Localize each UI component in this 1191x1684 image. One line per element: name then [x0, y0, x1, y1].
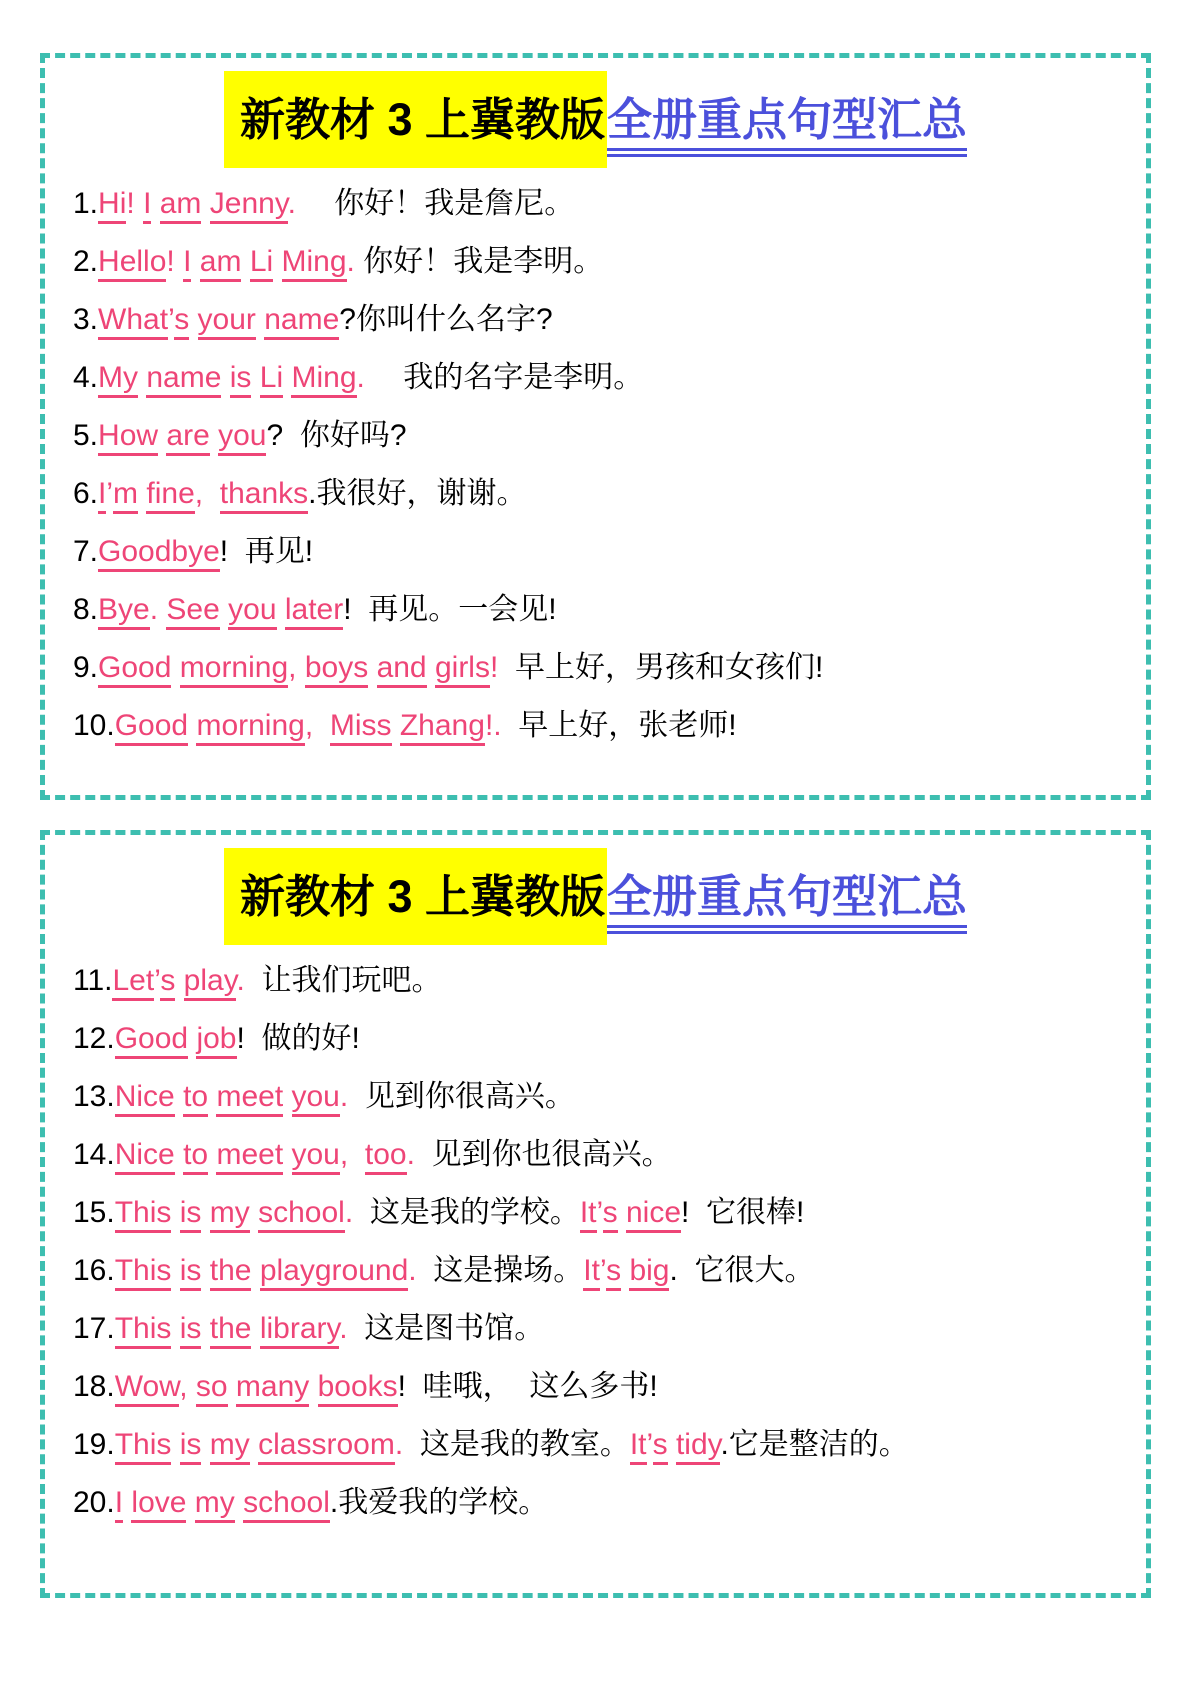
english-punct: . — [339, 1080, 349, 1113]
english-punct: , — [288, 651, 297, 684]
english-word: you — [218, 419, 266, 456]
english-word: you — [292, 1080, 340, 1117]
english-word: meet — [216, 1138, 283, 1175]
english-phrase — [115, 1080, 349, 1117]
chinese-text: 这是我的教室。 — [403, 1428, 630, 1461]
sentence-row — [73, 476, 1120, 512]
english-word: boys — [305, 651, 368, 688]
sentence-row — [73, 244, 1120, 280]
chinese-text: ! 做的好! — [236, 1022, 360, 1055]
english-phrase — [580, 1196, 681, 1233]
english-word: My — [98, 361, 138, 398]
english-punct: ! — [489, 651, 499, 684]
english-word: Ming — [291, 361, 356, 398]
item-number: 12. — [73, 1022, 115, 1055]
english-word: my — [210, 1428, 250, 1465]
english-word: to — [183, 1138, 208, 1175]
english-punct: . — [408, 1254, 417, 1287]
item-number: 16. — [73, 1254, 115, 1287]
english-phrase — [115, 1022, 237, 1059]
english-word: s — [653, 1428, 668, 1465]
sentence-row — [73, 963, 1120, 999]
english-word: Nice — [115, 1080, 175, 1117]
sentence-row — [73, 1485, 1120, 1521]
english-phrase — [112, 964, 244, 1001]
english-punct: ! — [126, 187, 135, 220]
english-word: books — [318, 1370, 398, 1407]
english-word: your — [198, 303, 256, 340]
item-number: 8. — [73, 593, 99, 626]
english-word: morning — [180, 651, 288, 688]
chinese-text: 让我们玩吧。 — [244, 964, 442, 997]
item-number: 9. — [73, 651, 99, 684]
english-word: meet — [216, 1080, 283, 1117]
chinese-text: 你好！我是詹尼。 — [295, 187, 575, 220]
title-underline: 全册重点句型汇总 — [607, 94, 967, 157]
english-phrase — [98, 593, 343, 630]
english-punct: , — [179, 1370, 188, 1403]
section-card-2 — [40, 830, 1151, 1598]
english-word: am — [200, 245, 242, 282]
sentence-row — [73, 1427, 1120, 1463]
english-punct: , — [339, 1138, 349, 1171]
english-punct: ’ — [154, 964, 161, 997]
english-phrase — [115, 1486, 330, 1523]
sentence-row — [73, 1137, 1120, 1173]
english-word: name — [146, 361, 221, 398]
chinese-text: ! 哇哦， 这么多书! — [397, 1370, 658, 1403]
english-phrase — [630, 1428, 721, 1465]
english-punct: . — [346, 245, 355, 278]
english-word: I — [98, 477, 106, 514]
sentence-row — [73, 708, 1120, 744]
title-underline: 全册重点句型汇总 — [607, 871, 967, 934]
english-word: Jenny — [210, 187, 288, 224]
item-number: 6. — [73, 477, 99, 510]
english-punct: !. — [484, 709, 502, 742]
english-word: How — [98, 419, 158, 456]
chinese-text: 早上好，张老师! — [501, 709, 737, 742]
english-word: my — [195, 1486, 235, 1523]
english-word: Wow — [115, 1370, 179, 1407]
english-word: See — [166, 593, 219, 630]
english-word: morning — [196, 709, 304, 746]
english-phrase — [98, 419, 266, 456]
sentence-row — [73, 418, 1120, 454]
english-punct: ’ — [106, 477, 114, 510]
english-word: tidy — [676, 1428, 720, 1465]
english-word: This — [115, 1254, 172, 1291]
sentence-row — [73, 1253, 1120, 1289]
english-phrase — [98, 535, 220, 572]
item-number: 7. — [73, 535, 99, 568]
english-word: nice — [626, 1196, 681, 1233]
chinese-text: 你好！我是李明。 — [354, 245, 604, 278]
item-number: 3. — [73, 303, 99, 336]
english-punct: . — [339, 1312, 348, 1345]
item-number: 15. — [73, 1196, 115, 1229]
english-phrase — [583, 1254, 669, 1291]
english-word: Nice — [115, 1138, 175, 1175]
english-word: s — [160, 964, 175, 1001]
sentence-row — [73, 360, 1120, 396]
english-punct: . — [344, 1196, 354, 1229]
sentence-row — [73, 1079, 1120, 1115]
english-word: s — [603, 1196, 618, 1233]
english-phrase — [115, 1254, 417, 1291]
english-word: playground — [260, 1254, 408, 1291]
sentence-list — [71, 186, 1120, 744]
english-word: Let — [112, 964, 154, 1001]
english-punct: ! — [166, 245, 175, 278]
english-phrase — [115, 1138, 415, 1175]
sentence-row — [73, 592, 1120, 628]
section-title — [71, 74, 1120, 166]
english-word: I — [143, 187, 151, 224]
english-word: s — [606, 1254, 621, 1291]
item-number: 4. — [73, 361, 99, 394]
sentence-row — [73, 1195, 1120, 1231]
sentence-row — [73, 534, 1120, 570]
english-punct: ’ — [168, 303, 175, 336]
english-word: are — [166, 419, 209, 456]
english-phrase — [98, 303, 339, 340]
chinese-text: .我爱我的学校。 — [329, 1486, 549, 1519]
sentence-row — [73, 1311, 1120, 1347]
english-word: Ming — [282, 245, 347, 282]
english-word: It — [580, 1196, 597, 1233]
item-number: 11. — [73, 964, 113, 997]
english-punct: . — [356, 361, 365, 394]
english-word: Hello — [98, 245, 166, 282]
english-phrase — [98, 477, 308, 514]
sentence-row — [73, 1021, 1120, 1057]
english-phrase — [115, 709, 502, 746]
english-word: the — [210, 1312, 252, 1349]
item-number: 10. — [73, 709, 115, 742]
english-punct: , — [194, 477, 204, 510]
chinese-text: 这是图书馆。 — [347, 1312, 545, 1345]
chinese-text: 这是操场。 — [416, 1254, 584, 1287]
english-word: you — [228, 593, 276, 630]
item-number: 20. — [73, 1486, 115, 1519]
english-punct: . — [236, 964, 245, 997]
chinese-text: ?你叫什么名字? — [339, 303, 553, 336]
english-word: name — [264, 303, 339, 340]
sentence-row — [73, 186, 1120, 222]
english-phrase — [115, 1428, 403, 1465]
item-number: 19. — [73, 1428, 115, 1461]
english-word: to — [183, 1080, 208, 1117]
english-phrase — [98, 187, 296, 224]
english-punct: ’ — [646, 1428, 653, 1461]
chinese-text: . 它很大。 — [669, 1254, 815, 1287]
english-punct: . — [406, 1138, 415, 1171]
english-word: school — [243, 1486, 330, 1523]
english-word: job — [196, 1022, 236, 1059]
english-word: This — [115, 1428, 172, 1465]
item-number: 2. — [73, 245, 99, 278]
english-phrase — [98, 361, 365, 398]
english-word: I — [115, 1486, 123, 1523]
english-word: library — [260, 1312, 339, 1349]
english-word: Li — [260, 361, 283, 398]
english-word: thanks — [220, 477, 308, 514]
chinese-text: 我的名字是李明。 — [364, 361, 644, 394]
english-word: school — [258, 1196, 345, 1233]
item-number: 14. — [73, 1138, 115, 1171]
sentence-row — [73, 650, 1120, 686]
chinese-text: ! 再见。一会见! — [343, 593, 557, 626]
english-punct: . — [394, 1428, 404, 1461]
english-word: I — [183, 245, 191, 282]
english-word: Miss — [330, 709, 392, 746]
item-number: 5. — [73, 419, 99, 452]
english-word: the — [210, 1254, 252, 1291]
sentence-list — [71, 963, 1120, 1521]
english-word: Hi — [98, 187, 126, 224]
english-word: play — [184, 964, 237, 1001]
english-word: love — [131, 1486, 186, 1523]
english-word: am — [160, 187, 202, 224]
english-word: What — [98, 303, 168, 340]
item-number: 1. — [73, 187, 99, 220]
chinese-text: 见到你很高兴。 — [348, 1080, 575, 1113]
english-word: so — [196, 1370, 228, 1407]
english-word: Goodbye — [98, 535, 220, 572]
item-number: 18. — [73, 1370, 115, 1403]
english-word: later — [285, 593, 343, 630]
english-word: and — [377, 651, 427, 688]
english-word: big — [629, 1254, 669, 1291]
english-word: It — [630, 1428, 647, 1465]
english-word: m — [113, 477, 138, 514]
english-word: is — [180, 1196, 202, 1233]
english-phrase — [115, 1196, 353, 1233]
chinese-text: .我很好，谢谢。 — [308, 477, 527, 510]
english-word: Li — [250, 245, 273, 282]
item-number: 17. — [73, 1312, 115, 1345]
english-phrase — [115, 1370, 398, 1407]
english-word: is — [180, 1254, 202, 1291]
chinese-text: 见到你也很高兴。 — [414, 1138, 672, 1171]
chinese-text: .它是整洁的。 — [720, 1428, 909, 1461]
english-word: Good — [115, 709, 188, 746]
english-phrase — [115, 1312, 348, 1349]
chinese-text: ? 你好吗? — [266, 419, 407, 452]
english-word: Good — [115, 1022, 188, 1059]
english-punct: ’ — [599, 1254, 607, 1287]
english-word: fine — [146, 477, 194, 514]
english-word: This — [115, 1312, 172, 1349]
chinese-text: ! 它很棒! — [681, 1196, 805, 1229]
item-number: 13. — [73, 1080, 115, 1113]
english-word: is — [180, 1428, 202, 1465]
english-word: Bye — [98, 593, 150, 630]
english-word: is — [180, 1312, 202, 1349]
english-word: It — [583, 1254, 600, 1291]
english-phrase — [98, 651, 498, 688]
english-word: many — [236, 1370, 309, 1407]
chinese-text: 这是我的学校。 — [353, 1196, 580, 1229]
section-title — [71, 851, 1120, 943]
english-punct: , — [304, 709, 314, 742]
english-phrase — [98, 245, 355, 282]
english-word: Good — [98, 651, 171, 688]
english-word: s — [174, 303, 189, 340]
english-word: girls — [435, 651, 490, 688]
title-highlight: 新教材 3 上冀教版 — [224, 71, 607, 168]
english-word: you — [292, 1138, 340, 1175]
chinese-text: ! 再见! — [219, 535, 314, 568]
english-punct: ’ — [596, 1196, 603, 1229]
english-word: Zhang — [400, 709, 485, 746]
chinese-text: 早上好，男孩和女孩们! — [498, 651, 824, 684]
english-punct: . — [149, 593, 159, 626]
section-card-1 — [40, 53, 1151, 800]
english-word: too — [365, 1138, 407, 1175]
english-word: my — [210, 1196, 250, 1233]
title-highlight: 新教材 3 上冀教版 — [224, 848, 607, 945]
english-word: classroom — [258, 1428, 395, 1465]
sentence-row — [73, 1369, 1120, 1405]
english-punct: . — [287, 187, 296, 220]
sentence-row — [73, 302, 1120, 338]
english-word: This — [115, 1196, 172, 1233]
english-word: is — [230, 361, 252, 398]
